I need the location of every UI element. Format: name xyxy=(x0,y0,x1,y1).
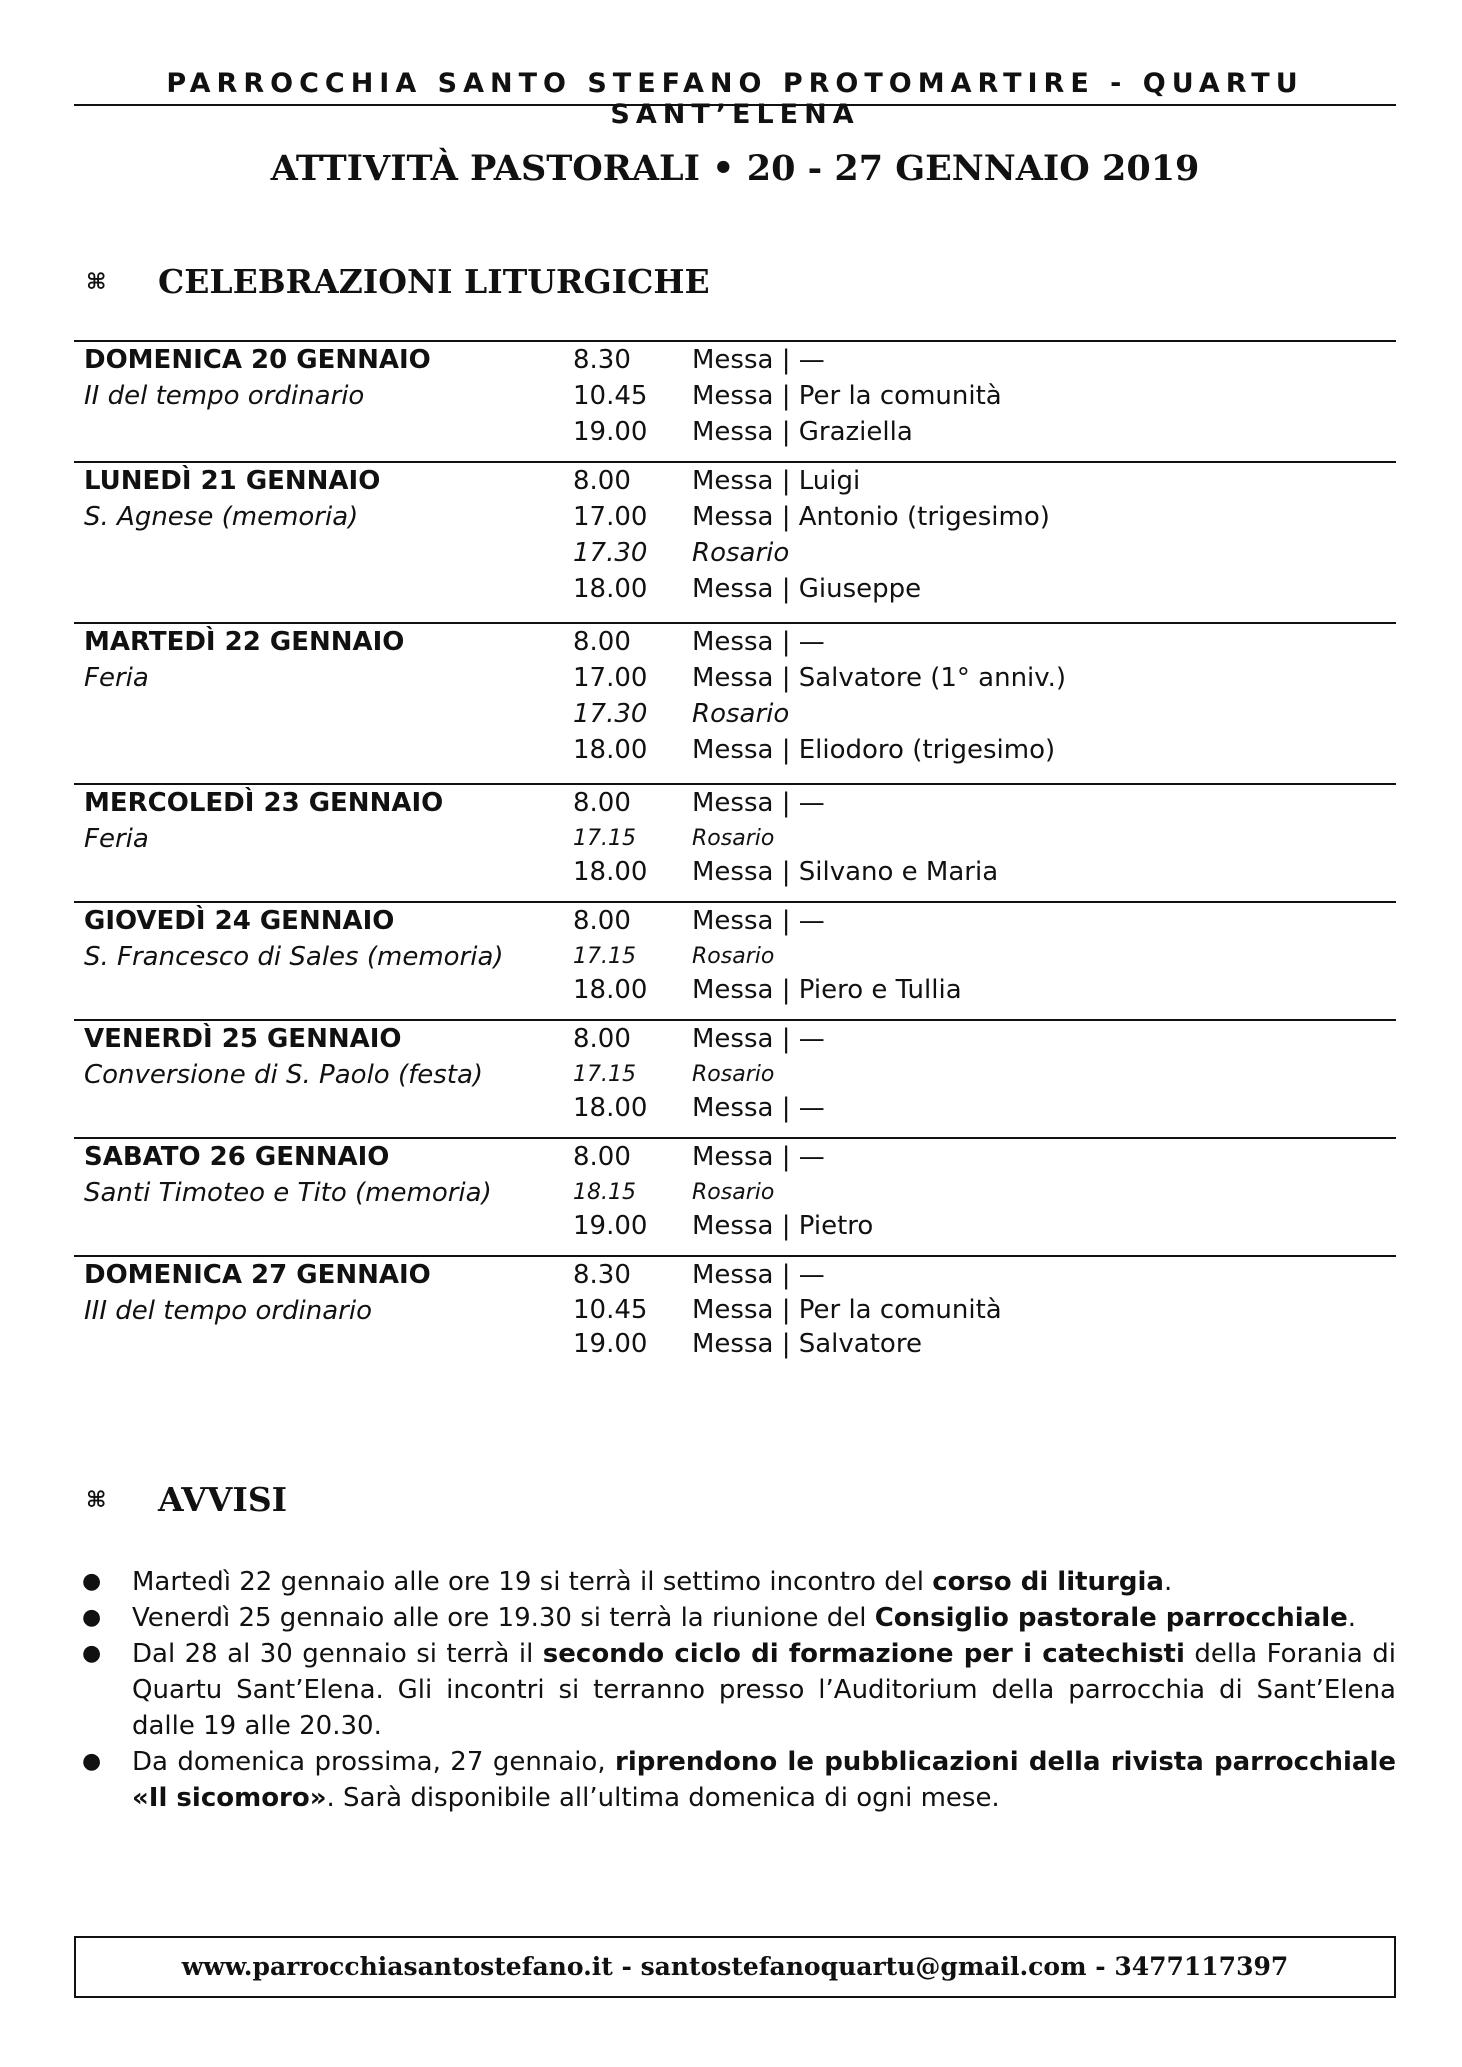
header-divider xyxy=(74,104,1396,106)
celebrations-heading-label: CELEBRAZIONI LITURGICHE xyxy=(158,262,710,301)
service-description: Rosario xyxy=(692,699,790,729)
service-description: Rosario xyxy=(692,943,775,969)
notice-highlight: secondo ciclo di formazione per i catechisti xyxy=(542,1639,1185,1669)
bullet-icon: ● xyxy=(82,1605,102,1630)
bullet-icon: ● xyxy=(82,1749,102,1774)
service-row xyxy=(74,975,1396,1011)
day-name: MARTEDÌ 22 GENNAIO xyxy=(84,627,405,657)
notice-text: della Forania di Quartu Sant’Elena. Gli incontri si terranno presso l’Auditorium della parrocchia di Sant’Elena dalle 19 alle 20.30. xyxy=(132,1639,1397,1741)
service-row xyxy=(74,823,1396,859)
day-block xyxy=(74,340,1396,458)
notice-item xyxy=(74,1636,1396,1744)
notice-highlight: Consiglio pastorale parrocchiale xyxy=(874,1603,1348,1633)
service-time: 8.00 xyxy=(573,627,631,657)
day-block xyxy=(74,1019,1396,1137)
parish-header: PARROCCHIA SANTO STEFANO PROTOMARTIRE - QUARTU SANT’ELENA xyxy=(166,68,1304,130)
service-description: Messa | — xyxy=(692,1142,825,1172)
service-description: Messa | — xyxy=(692,906,825,936)
service-row xyxy=(74,627,1396,663)
service-row xyxy=(74,574,1396,610)
notices-heading-label: AVVISI xyxy=(158,1480,288,1519)
service-row xyxy=(74,1295,1396,1331)
service-time: 10.45 xyxy=(573,381,648,411)
service-time: 17.15 xyxy=(573,943,636,969)
day-description: Santi Timoteo e Tito (memoria) xyxy=(84,1178,492,1208)
day-description: Conversione di S. Paolo (festa) xyxy=(84,1060,484,1090)
day-name: DOMENICA 20 GENNAIO xyxy=(84,345,431,375)
service-description: Messa | Salvatore xyxy=(692,1329,922,1359)
service-description: Rosario xyxy=(692,825,775,851)
service-description: Messa | Piero e Tullia xyxy=(692,975,962,1005)
notice-text: . xyxy=(1163,1567,1173,1597)
service-description: Messa | Giuseppe xyxy=(692,574,922,604)
service-description: Messa | — xyxy=(692,1260,825,1290)
celebrations-heading xyxy=(86,262,710,301)
notice-item xyxy=(74,1600,1396,1636)
page-title: ATTIVITÀ PASTORALI • 20 - 27 GENNAIO 2019 xyxy=(270,148,1200,189)
notice-highlight: corso di liturgia xyxy=(932,1567,1164,1597)
service-time: 18.15 xyxy=(573,1179,636,1205)
service-row xyxy=(74,735,1396,771)
notice-text: Da domenica prossima, 27 gennaio, xyxy=(132,1747,616,1777)
service-time: 10.45 xyxy=(573,1294,648,1325)
service-description: Messa | — xyxy=(692,788,825,818)
service-row xyxy=(74,502,1396,538)
service-time: 8.00 xyxy=(573,788,631,818)
service-description: Messa | — xyxy=(692,627,825,657)
notice-text: . xyxy=(1347,1603,1357,1633)
service-description: Rosario xyxy=(692,538,790,568)
service-description: Messa | Graziella xyxy=(692,417,913,447)
service-row xyxy=(74,663,1396,699)
service-description: Messa | Per la comunità xyxy=(692,381,1002,411)
day-description: Feria xyxy=(84,663,149,693)
service-description: Messa | Silvano e Maria xyxy=(692,857,999,887)
day-block xyxy=(74,461,1396,615)
service-row xyxy=(74,381,1396,417)
service-time: 18.00 xyxy=(573,1093,648,1123)
day-description: II del tempo ordinario xyxy=(84,381,365,411)
service-description: Messa | Antonio (trigesimo) xyxy=(692,502,1050,532)
notices-list xyxy=(74,1564,1396,1816)
day-name: GIOVEDÌ 24 GENNAIO xyxy=(84,906,395,936)
service-time: 17.15 xyxy=(573,825,636,851)
service-row xyxy=(74,1059,1396,1095)
service-description: Messa | — xyxy=(692,345,825,375)
day-description: S. Francesco di Sales (memoria) xyxy=(84,942,504,972)
service-row xyxy=(74,857,1396,893)
service-time: 17.00 xyxy=(573,663,648,693)
day-name: LUNEDÌ 21 GENNAIO xyxy=(84,466,381,496)
notice-text: . Sarà disponibile all’ultima domenica di ogni mese. xyxy=(326,1783,1000,1813)
service-description: Messa | Pietro xyxy=(692,1211,874,1241)
service-row xyxy=(74,466,1396,502)
service-description: Messa | Luigi xyxy=(692,466,861,496)
service-row xyxy=(74,1142,1396,1178)
service-time: 17.00 xyxy=(573,502,648,532)
day-block xyxy=(74,622,1396,776)
service-row xyxy=(74,1177,1396,1213)
service-time: 17.30 xyxy=(573,699,648,729)
service-time: 18.00 xyxy=(573,574,648,604)
service-time: 8.00 xyxy=(573,1024,631,1054)
service-time: 17.30 xyxy=(573,538,648,568)
service-row xyxy=(74,1329,1396,1365)
service-time: 8.30 xyxy=(573,345,631,375)
ornament-icon: ⌘ xyxy=(86,1487,107,1513)
bullet-icon: ● xyxy=(82,1641,102,1666)
day-name: VENERDÌ 25 GENNAIO xyxy=(84,1024,402,1054)
service-description: Messa | Salvatore (1° anniv.) xyxy=(692,663,1067,693)
service-time: 17.15 xyxy=(573,1061,636,1087)
notice-highlight: riprendono le pubblicazioni della rivista parrocchiale «Il sicomoro» xyxy=(132,1747,1396,1813)
service-row xyxy=(74,1211,1396,1247)
service-time: 18.00 xyxy=(573,857,648,887)
service-row xyxy=(74,417,1396,453)
service-row xyxy=(74,699,1396,735)
service-time: 19.00 xyxy=(573,1329,648,1359)
service-row xyxy=(74,906,1396,942)
day-name: SABATO 26 GENNAIO xyxy=(84,1142,390,1172)
service-description: Messa | — xyxy=(692,1024,825,1054)
day-description: III del tempo ordinario xyxy=(84,1296,373,1326)
footer-contacts: www.parrocchiasantostefano.it - santostefanoquartu@gmail.com - 3477117397 xyxy=(74,1936,1396,1998)
notice-text: Dal 28 al 30 gennaio si terrà il xyxy=(132,1639,543,1669)
service-row xyxy=(74,1260,1396,1296)
service-row xyxy=(74,788,1396,824)
notice-text: Venerdì 25 gennaio alle ore 19.30 si terrà la riunione del xyxy=(132,1603,875,1633)
notice-text: Martedì 22 gennaio alle ore 19 si terrà il settimo incontro del xyxy=(132,1567,933,1597)
ornament-icon: ⌘ xyxy=(86,269,107,295)
day-description: S. Agnese (memoria) xyxy=(84,502,359,532)
service-row xyxy=(74,345,1396,381)
day-block xyxy=(74,901,1396,1019)
day-name: DOMENICA 27 GENNAIO xyxy=(84,1260,431,1290)
service-time: 19.00 xyxy=(573,417,648,447)
service-time: 8.00 xyxy=(573,1142,631,1172)
service-time: 18.00 xyxy=(573,975,648,1005)
service-description: Messa | — xyxy=(692,1093,825,1123)
service-time: 8.00 xyxy=(573,906,631,936)
day-block xyxy=(74,1137,1396,1255)
service-time: 8.30 xyxy=(573,1260,631,1290)
service-row xyxy=(74,1024,1396,1060)
service-row xyxy=(74,941,1396,977)
notice-item xyxy=(74,1564,1396,1600)
day-block xyxy=(74,1255,1396,1373)
service-description: Messa | Per la comunità xyxy=(692,1294,1002,1325)
service-time: 18.00 xyxy=(573,735,648,765)
day-name: MERCOLEDÌ 23 GENNAIO xyxy=(84,788,444,818)
service-description: Rosario xyxy=(692,1179,775,1205)
service-row xyxy=(74,538,1396,574)
service-description: Messa | Eliodoro (trigesimo) xyxy=(692,735,1056,765)
notices-heading xyxy=(86,1480,287,1519)
day-description: Feria xyxy=(84,824,149,854)
service-row xyxy=(74,1093,1396,1129)
notice-item xyxy=(74,1744,1396,1816)
bullet-icon: ● xyxy=(82,1569,102,1594)
day-block xyxy=(74,783,1396,901)
service-time: 19.00 xyxy=(573,1211,648,1241)
service-description: Rosario xyxy=(692,1061,775,1087)
service-time: 8.00 xyxy=(573,466,631,496)
